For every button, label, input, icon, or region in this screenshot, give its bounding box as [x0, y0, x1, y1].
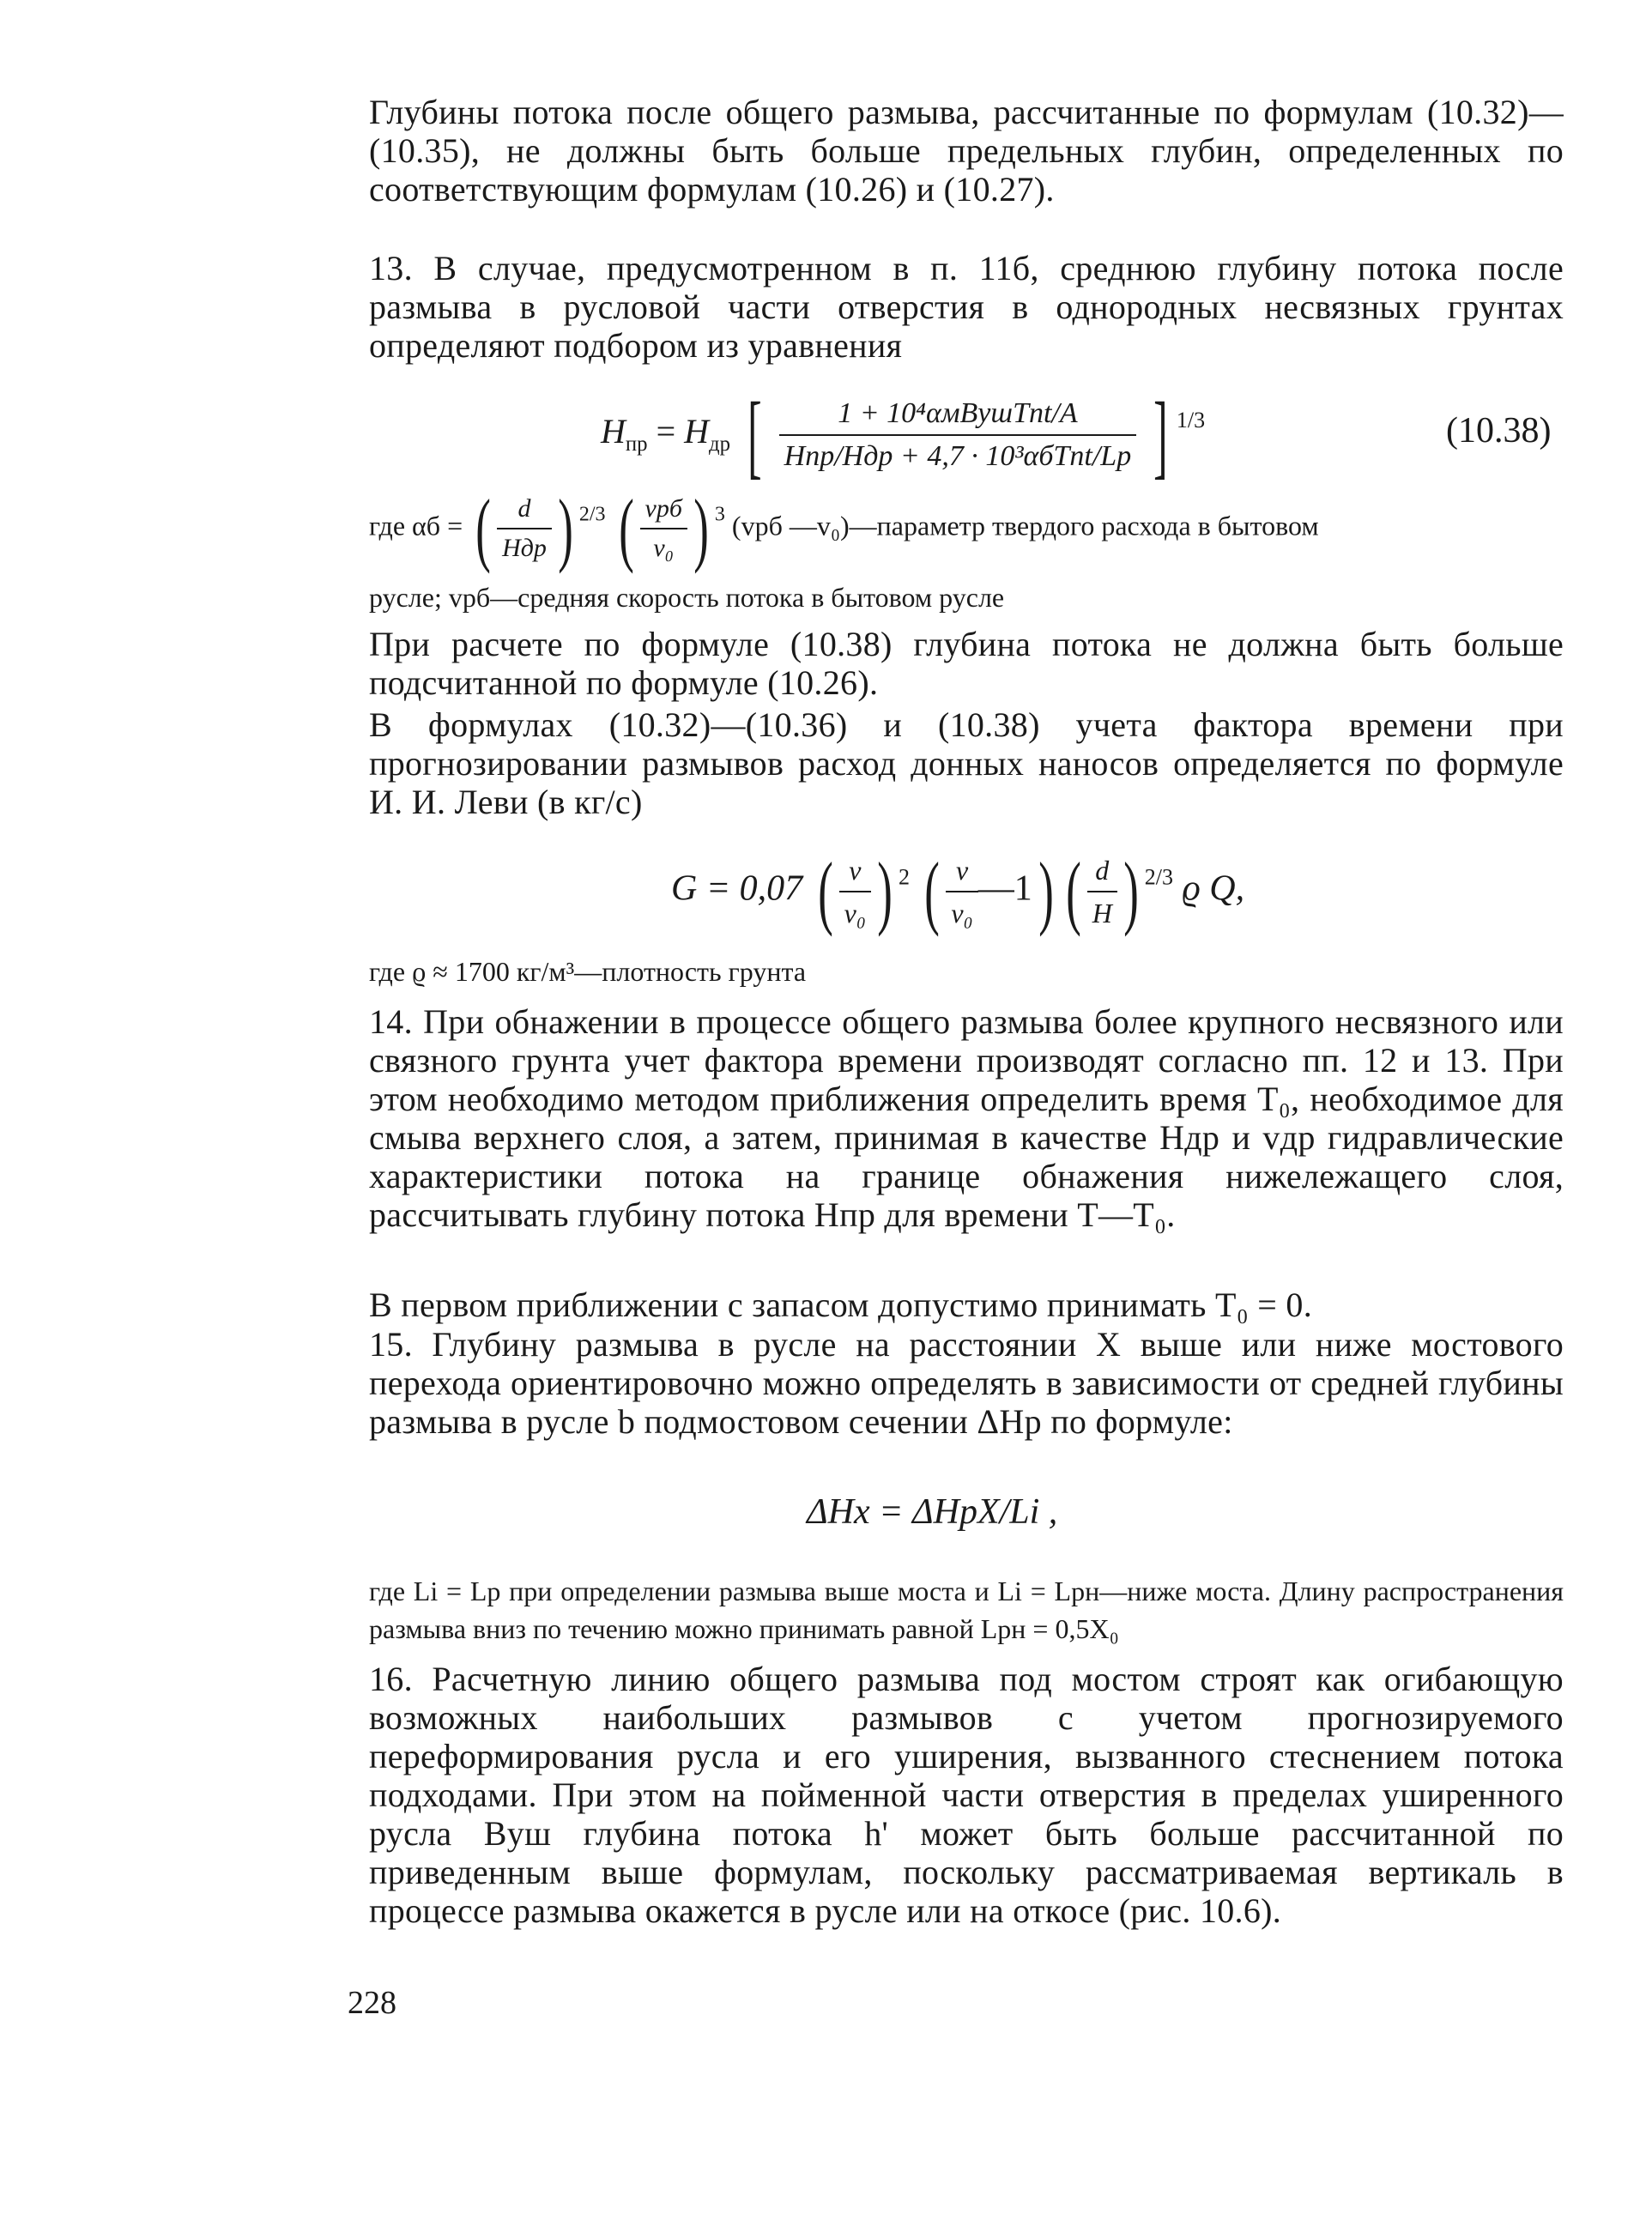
frac-v0-a: v₀: [844, 898, 866, 929]
paragraph-10-38-limit: При расчете по формуле (10.38) глубина потока не должна быть больше подсчитанной по формуле (10.26).: [369, 625, 1564, 702]
page-number: 228: [348, 1985, 396, 2021]
frac-h: H: [1092, 898, 1112, 929]
eq-g-tail: ϱ Q,: [1182, 868, 1245, 909]
note-d: d: [497, 490, 552, 529]
left-bracket: [: [747, 383, 762, 487]
paren-open-1: (: [475, 482, 491, 574]
paragraph-depth-limits: Глубины потока после общего размыва, рассчитанные по формулам (10.32)—(10.35), не должны быть больше предельных глубин, определенных по соответствующим формулам (10.26) и (10.27).: [369, 93, 1564, 209]
paren-g-1-close: ): [877, 845, 893, 937]
note-li-definition: где Li = Lр при определении размыва выше моста и Li = Lрн—ниже моста. Длину распространения размыва вниз по течению можно принимать равной Lрн = 0,5X₀: [369, 1576, 1564, 1644]
eq-h: H: [684, 412, 710, 451]
eq-numerator: 1 + 10⁴αмBушTnt/A: [779, 393, 1137, 436]
note-vrb: vрб: [640, 490, 687, 529]
paren-g-3-close: ): [1123, 845, 1139, 937]
paren-open-2: (: [618, 482, 634, 574]
paren-g-3-open: (: [1065, 845, 1081, 937]
paragraph-15: 15. Глубину размыва в русле на расстоянии X выше или ниже мостового перехода ориентировочно можно определять в зависимости от средней глубины размыва в русле b подмостовом сечении ΔHр по формуле:: [369, 1325, 1564, 1441]
equation-10-38: [601, 383, 1206, 487]
note-alpha-rest: (vрб —v₀)—параметр твердого расхода в бытовом: [731, 510, 1319, 541]
frac-d-h: [1087, 850, 1117, 934]
note-exp-2: 3: [714, 503, 725, 526]
paragraph-first-approximation: В первом приближении с запасом допустимо принимать T₀ = 0.: [369, 1285, 1313, 1324]
right-bracket: ]: [1153, 383, 1168, 487]
paragraph-13: 13. В случае, предусмотренном в п. 11б, среднюю глубину потока после размыва в русловой части отверстия в однородных несвязных грунтах определяют подбором из уравнения: [369, 249, 1564, 365]
eq-exponent: 1/3: [1176, 408, 1206, 433]
note-alpha-prefix: где αб =: [369, 510, 463, 541]
eq-equals: =: [647, 412, 685, 451]
paren-g-2-open: (: [924, 845, 941, 937]
paragraph-14: 14. При обнажении в процессе общего размыва более крупного несвязного или связного грунта учет фактора времени производят согласно пп. 12 и 13. При этом необходимо методом приближения определить время T₀, необходимое для смыва верхнего слоя, а затем, принимая в качестве Hдр и vдр гидравлические характеристики потока на границе обнажения нижележащего слоя, рассчитывать глубину потока Hпр для времени T—T₀.: [369, 1002, 1564, 1234]
note-frac-v: [640, 490, 687, 567]
equation-number: (10.38): [1446, 411, 1552, 451]
eq-g-exp-23: 2/3: [1144, 864, 1173, 890]
paren-g-2-close: ): [1038, 845, 1054, 937]
frac-v-a: v: [839, 850, 871, 892]
eq-lhs: H: [601, 412, 626, 451]
equation-delta-hx: ΔHx = ΔHрX/Li ,: [807, 1492, 1058, 1532]
eq-h-sub: др: [709, 432, 731, 456]
eq-g-minus1: —1: [977, 868, 1032, 909]
frac-v0-b: v₀: [951, 898, 973, 929]
note-vrb-definition: русле; vрб—средняя скорость потока в бытовом русле: [369, 582, 1005, 613]
paragraph-16: 16. Расчетную линию общего размыва под мостом строят как огибающую возможных наибольших размывов с учетом прогнозируемого переформирования русла и его уширения, вызванного стеснением потока подходами. При этом на пойменной части отверстия в пределах уширенного русла Bуш глубина потока h' может быть больше рассчитанной по приведенным выше формулам, поскольку рассматриваемая вертикаль в процессе размыва окажется в русле или на откосе (рис. 10.6).: [369, 1660, 1564, 1930]
frac-v-v0-a: [839, 850, 871, 934]
paragraph-levi-formula: В формулах (10.32)—(10.36) и (10.38) учета фактора времени при прогнозировании размывов расход донных наносов определяется по формуле И. И. Леви (в кг/с): [369, 705, 1564, 821]
frac-v-b: v: [946, 850, 977, 892]
eq-g-lhs: G = 0,07: [671, 868, 803, 909]
note-frac-d-h: [497, 490, 552, 567]
equation-levi: [671, 845, 1245, 937]
paren-close-2: ): [693, 482, 709, 574]
eq-denominator: Hпр/Hдр + 4,7 · 10³αбTnt/Lр: [784, 440, 1132, 472]
note-hdr: Hдр: [502, 534, 547, 562]
eq-g-exp-2: 2: [898, 864, 910, 890]
eq-lhs-sub: пр: [625, 432, 648, 456]
note-alpha-b: [369, 482, 1564, 574]
paren-close-1: ): [558, 482, 573, 574]
note-v0: v₀: [653, 534, 675, 562]
note-density: где ϱ ≈ 1700 кг/м³—плотность грунта: [369, 956, 807, 987]
eq-fraction: [779, 393, 1137, 477]
frac-d: d: [1087, 850, 1117, 892]
paren-g-1-open: (: [817, 845, 833, 937]
note-exp-1: 2/3: [578, 503, 606, 526]
frac-v-v0-b: [946, 850, 977, 934]
